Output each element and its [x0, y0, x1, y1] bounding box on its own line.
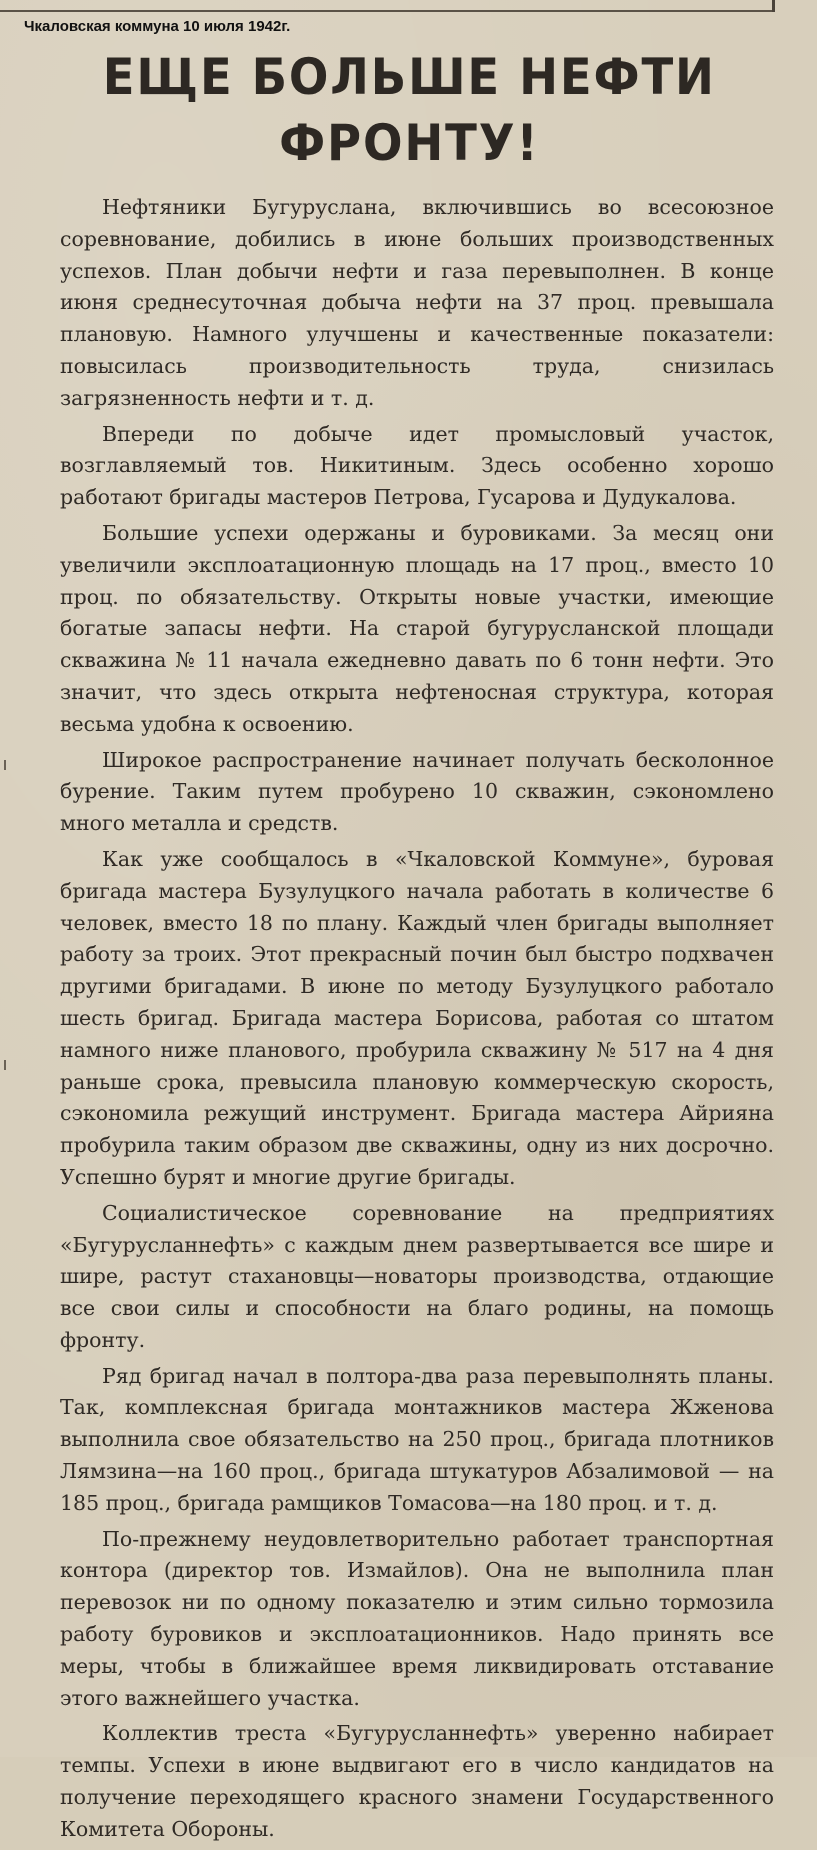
paragraph: Социалистическое соревнование на предприятиях «Бугурусланнефть» с каждым днем развертывается все шире и шире, растут стахановцы—новаторы производства, отдающие все свои силы и способности на благо родины, на помощь фронту.: [60, 1200, 774, 1352]
margin-mark: [4, 1060, 6, 1070]
column-divider: [772, 0, 775, 12]
paragraph: Коллектив треста «Бугурусланнефть» уверенно набирает темпы. Успехи в июне выдвигают его в число кандидатов на получение переходящего красного знамени Государственного Комитета Обороны.: [60, 1721, 774, 1841]
headline-line-2: ФРОНТУ!: [279, 114, 540, 172]
paragraph: Широкое распространение начинает получать бесколонное бурение. Таким путем пробурено 10 скважин, сэкономлено много металла и средств.: [60, 747, 774, 836]
paragraph: Ряд бригад начал в полтора-два раза перевыполнять планы. Так, комплексная бригада монтажников мастера Жженова выполнила свое обязательство на 250 проц., бригада плотников Лямзина—на 160 проц., бригада штукатуров Абзалимовой — на 185 проц., бригада рамщиков Томасова—на 180 проц. и т. д.: [60, 1363, 774, 1515]
headline-line-1: ЕЩЕ БОЛЬШЕ НЕФТИ: [102, 48, 716, 106]
top-border-rule: [0, 0, 772, 12]
paragraph: Большие успехи одержаны и буровиками. За месяц они увеличили эксплоатационную площадь на 17 проц., вместо 10 проц. по обязательству. Открыты новые участки, имеющие богатые запасы нефти. На старой бугурусланской площади скважина № 11 начала ежедневно давать по 6 тонн нефти. Это значит, что здесь открыта нефтеносная структура, которая весьма удобна к освоению.: [60, 520, 774, 736]
paragraph: Впереди по добыче идет промысловый участок, возглавляемый тов. Никитиным. Здесь особенно хорошо работают бригады мастеров Петрова, Гусарова и Дудукалова.: [60, 421, 774, 510]
article-headline: [29, 44, 789, 176]
margin-mark: [4, 760, 6, 770]
source-caption: Чкаловская коммуна 10 июля 1942г.: [24, 18, 291, 35]
article-body: [60, 192, 774, 1850]
paragraph: По-прежнему неудовлетворительно работает транспортная контора (директор тов. Измайлов). Она не выполнила план перевозок ни по одному показателю и этим сильно тормозила работу буровиков и эксплоатационников. Надо принять все меры, чтобы в ближайшее время ликвидировать отставание этого важнейшего участка.: [60, 1526, 774, 1710]
paragraph: Как уже сообщалось в «Чкаловской Коммуне», буровая бригада мастера Бузулуцкого начала работать в количестве 6 человек, вместо 18 по плану. Каждый член бригады выполняет работу за троих. Этот прекрасный почин был быстро подхвачен другими бригадами. В июне по методу Бузулуцкого работало шесть бригад. Бригада мастера Борисова, работая со штатом намного ниже планового, пробурила скважину № 517 на 4 дня раньше срока, превысила плановую коммерческую скорость, сэкономила режущий инструмент. Бригада мастера Айрияна пробурила таким образом две скважины, одну из них досрочно. Успешно бурят и многие другие бригады.: [60, 846, 774, 1189]
paragraph: Нефтяники Бугуруслана, включившись во всесоюзное соревнование, добились в июне больших производственных успехов. План добычи нефти и газа перевыполнен. В конце июня среднесуточная добыча нефти на 37 проц. превышала плановую. Намного улучшены и качественные показатели: повысилась производительность труда, снизилась загрязненность нефти и т. д.: [60, 195, 774, 410]
